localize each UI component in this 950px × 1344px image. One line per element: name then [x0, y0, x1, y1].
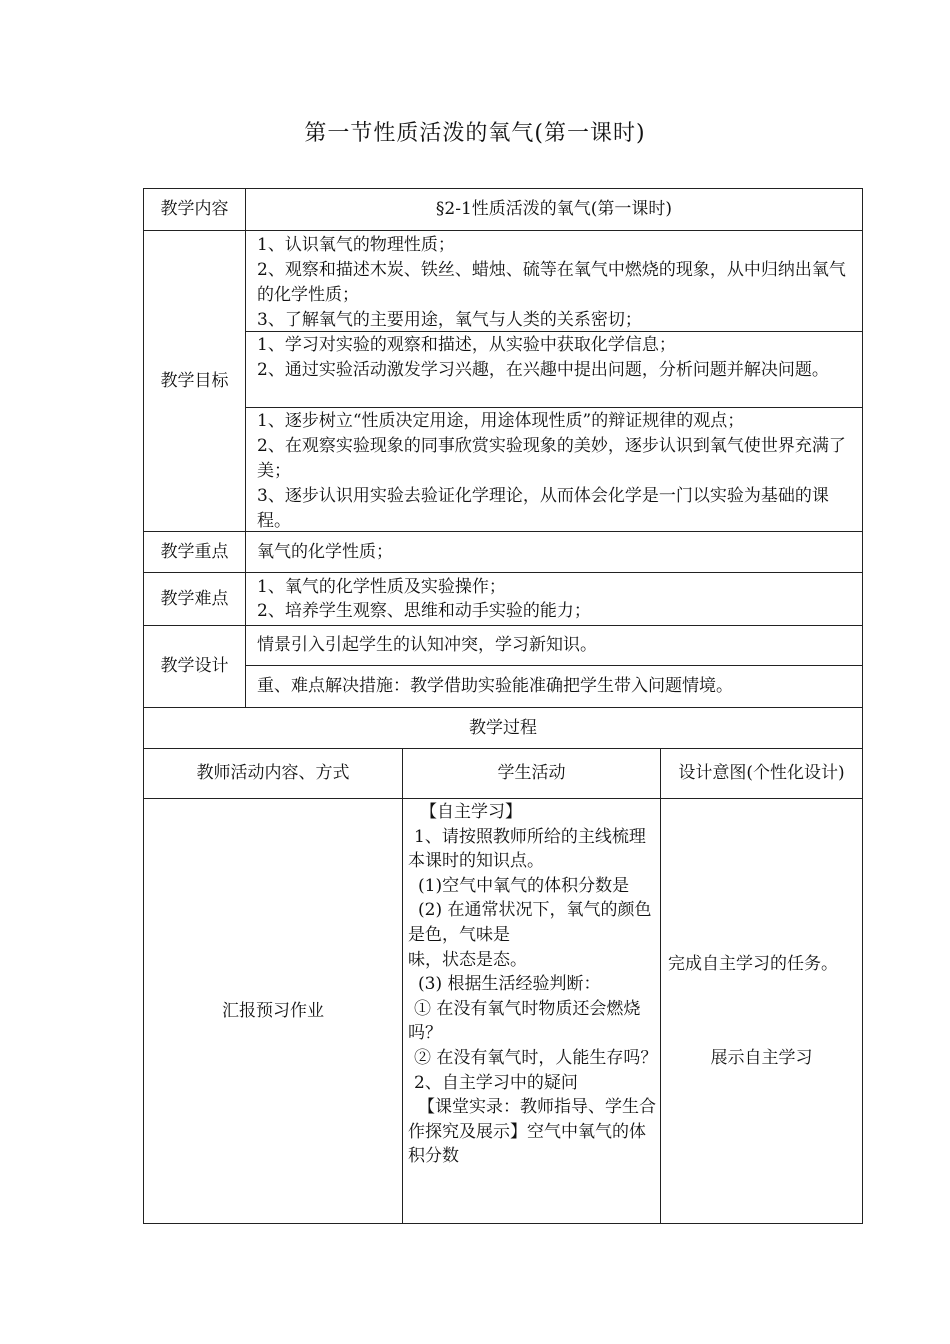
objective-item: 2、通过实验活动激发学习兴趣，在兴趣中提出问题，分析问题并解决问题。	[257, 360, 829, 380]
objective-item: 2、在观察实验现象的同事欣赏实验现象的美妙，逐步认识到氧气使世界充满了美；	[257, 436, 846, 481]
difficulties-label: 教学难点	[160, 588, 229, 609]
document-title: 第一节性质活泼的氧气(第一课时)	[304, 121, 646, 146]
difficulty-item: 1、氧气的化学性质及实验操作；	[257, 577, 506, 597]
key-points-value: 氧气的化学性质；	[257, 541, 393, 562]
objective-item: 1、认识氧气的物理性质；	[257, 235, 455, 255]
student-line: 【课堂实录：教师指导、学生合作探究及展示】空气中氧气的体积分数	[408, 1097, 656, 1167]
objective-item: 3、了解氧气的主要用途，氧气与人类的关系密切；	[257, 310, 642, 330]
difficulty-item: 2、培养学生观察、思维和动手实验的能力；	[257, 601, 591, 621]
design-intent-header: 设计意图(个性化设计)	[678, 763, 845, 783]
student-line: (3) 根据生活经验判断：	[418, 974, 601, 995]
design-label: 教学设计	[160, 656, 229, 676]
teacher-activity-header: 教师活动内容、方式	[196, 763, 350, 783]
objectives-label: 教学目标	[160, 370, 229, 391]
process-objectives	[257, 333, 849, 407]
student-line: (1)空气中氧气的体积分数是	[418, 875, 630, 896]
objective-item: 3、逐步认识用实验去验证化学理论，从而体会化学是一门以实验为基础的课程。	[257, 486, 829, 531]
design-line-2: 重、难点解决措施：教学借助实验能准确把学生带入问题情境。	[257, 676, 733, 696]
student-line: 1、请按照教师所给的主线梳理本课时的知识点。	[408, 826, 646, 872]
difficulties-list	[257, 575, 849, 625]
design-intent-task: 完成自主学习的任务。	[668, 954, 838, 974]
student-activity	[408, 800, 658, 1222]
student-line: 2、自主学习中的疑问	[414, 1072, 578, 1093]
student-line: ② 在没有氧气时，人能生存吗？	[414, 1047, 658, 1068]
objective-item: 1、学习对实验的观察和描述，从实验中获取化学信息；	[257, 335, 676, 355]
student-line: 【自主学习】	[420, 802, 522, 822]
student-line: 味，状态是态。	[408, 949, 527, 970]
knowledge-objectives	[257, 233, 849, 331]
student-activity-header: 学生活动	[497, 763, 566, 783]
objective-item: 2、观察和描述木炭、铁丝、蜡烛、硫等在氧气中燃烧的现象，从中归纳出氧气的化学性质；	[257, 260, 846, 305]
design-line-1: 情景引入引起学生的认知冲突，学习新知识。	[257, 635, 597, 655]
process-heading: 教学过程	[469, 717, 537, 738]
key-points-label: 教学重点	[160, 541, 229, 562]
design-intent-show: 展示自主学习	[710, 1048, 813, 1068]
content-label: 教学内容	[160, 199, 229, 219]
content-value: §2-1性质活泼的氧气(第一课时)	[435, 199, 673, 219]
student-line: ① 在没有氧气时物质还会燃烧吗？	[408, 998, 641, 1044]
student-line: (2) 在通常状况下，氧气的颜色是色，气味是	[408, 900, 652, 945]
attitude-objectives	[257, 409, 849, 531]
teacher-activity: 汇报预习作业	[222, 1000, 324, 1021]
objective-item: 1、逐步树立“性质决定用途，用途体现性质”的辩证规律的观点；	[257, 411, 745, 431]
